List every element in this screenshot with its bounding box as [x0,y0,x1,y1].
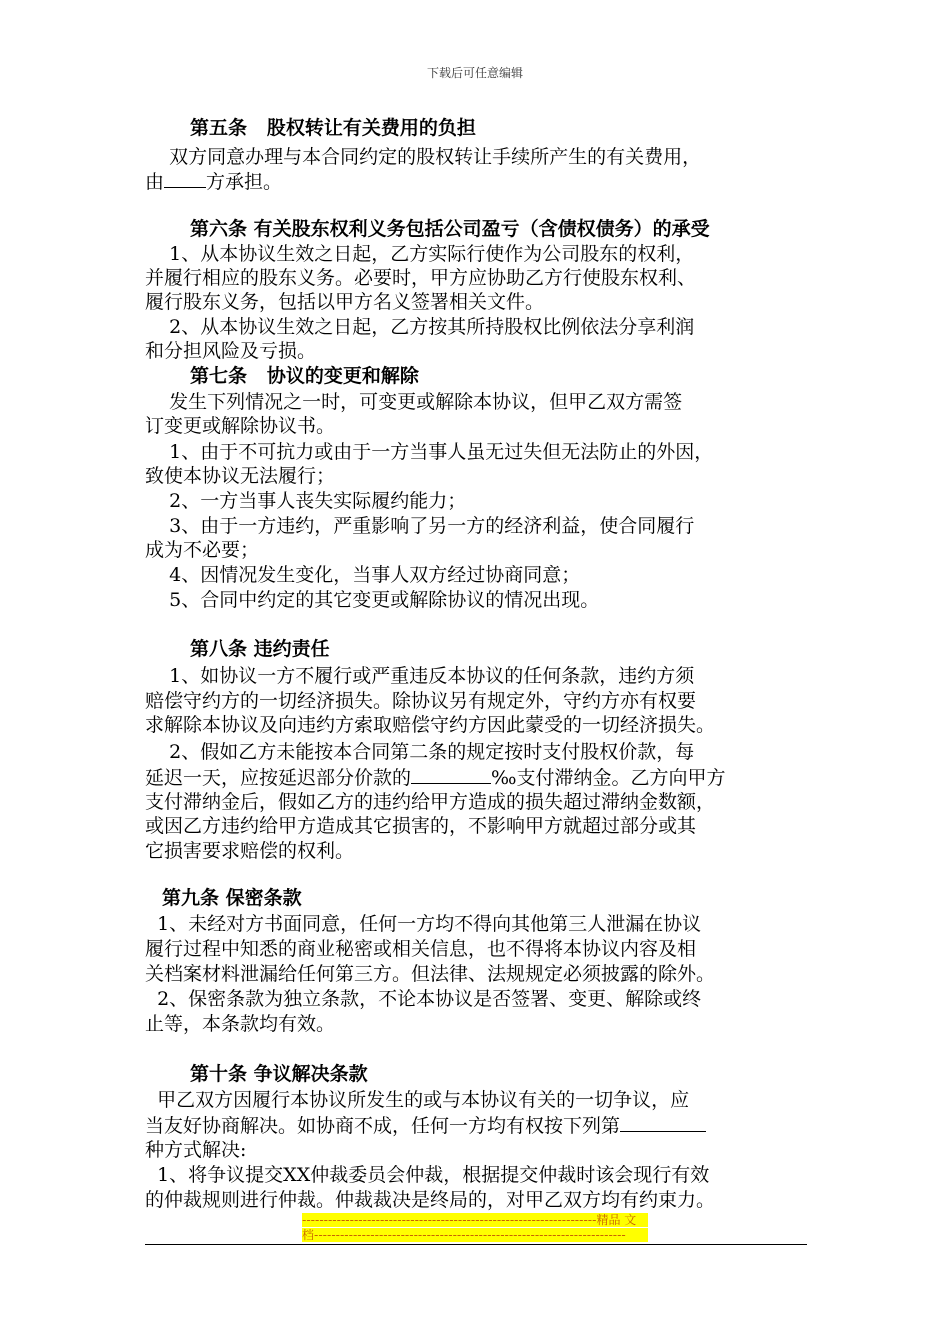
article-8-line-6: 支付滞纳金后，假如乙方的违约给甲方造成的损失超过滞纳金数额， [145,791,716,813]
article-6-line-5: 和分担风险及亏损。 [145,340,317,362]
article-5-line-1: 双方同意办理与本合同约定的股权转让手续所产生的有关费用， [145,146,702,168]
article-9-line-5: 止等，本条款均有效。 [145,1013,336,1035]
article-6-line-4: 2、从本协议生效之日起，乙方按其所持股权比例依法分享利润 [145,316,695,338]
article-6-line-3: 履行股东义务，包括以甲方名义签署相关文件。 [145,291,545,313]
article-9-line-3: 关档案材料泄漏给任何第三方。但法律、法规规定必须披露的除外。 [145,963,716,985]
footer-divider [145,1244,807,1245]
article-10-title: 第十条 争议解决条款 [190,1063,368,1085]
article-8-line-4: 2、假如乙方未能按本合同第二条的规定按时支付股权价款，每 [145,741,695,763]
blank-field [164,169,206,188]
article-9-line-4: 2、保密条款为独立条款，不论本协议是否签署、变更、解除或终 [145,988,702,1010]
article-8-title: 第八条 违约责任 [190,638,330,660]
article-6-line-1: 1、从本协议生效之日起，乙方实际行使作为公司股东的权利， [145,243,695,265]
article-9-title: 第九条 保密条款 [162,887,302,909]
article-6-title: 第六条 有关股东权利义务包括公司盈亏（含债权债务）的承受 [190,218,710,240]
article-8-line-7: 或因乙方违约给甲方造成其它损害的，不影响甲方就超过部分或其 [145,815,697,837]
article-10-line-4: 1、将争议提交XX仲裁委员会仲裁，根据提交仲裁时该会现行有效 [145,1164,710,1186]
article-7-line-5: 2、一方当事人丧失实际履约能力； [145,490,467,512]
article-5-line-2: 由 方承担。 [145,171,283,193]
footer-watermark-line-1: --------------------------------------------------------------------精品 文 [302,1213,648,1227]
article-10-line-5: 的仲裁规则进行仲裁。仲裁裁决是终局的，对甲乙双方均有约束力。 [145,1189,716,1211]
article-10-line-2: 当友好协商解决。如协商不成，任何一方均有权按下列第 [145,1113,706,1138]
article-7-line-6: 3、由于一方违约，严重影响了另一方的经济利益，使合同履行 [145,515,695,537]
article-8-line-5: 延迟一天，应按延迟部分价款的 ‰支付滞纳金。乙方向甲方 [145,767,726,789]
blank-field [620,1113,706,1132]
article-10-line-3: 种方式解决: [145,1139,247,1161]
blank-field [411,765,491,784]
page-header: 下载后可任意编辑 [426,66,523,80]
article-8-line-3: 求解除本协议及向违约方索取赔偿守约方因此蒙受的一切经济损失。 [145,714,716,736]
article-7-line-1: 发生下列情况之一时，可变更或解除本协议，但甲乙双方需签 [145,391,683,413]
article-10-line-1: 甲乙双方因履行本协议所发生的或与本协议有关的一切争议，应 [145,1089,690,1111]
article-7-line-8: 4、因情况发生变化，当事人双方经过协商同意； [145,564,581,586]
article-9-line-2: 履行过程中知悉的商业秘密或相关信息，也不得将本协议内容及相 [145,938,697,960]
article-7-line-4: 致使本协议无法履行； [145,465,336,487]
article-8-line-8: 它损害要求赔偿的权利。 [145,840,355,862]
article-7-line-9: 5、合同中约定的其它变更或解除协议的情况出现。 [145,589,600,611]
article-7-line-3: 1、由于不可抗力或由于一方当事人虽无过失但无法防止的外因， [145,441,714,463]
article-5-title: 第五条 股权转让有关费用的负担 [190,117,476,139]
article-8-line-2: 赔偿守约方的一切经济损失。除协议另有规定外，守约方亦有权要 [145,690,697,712]
article-7-line-2: 订变更或解除协议书。 [145,415,336,437]
article-7-line-7: 成为不必要； [145,539,260,561]
article-8-line-1: 1、如协议一方不履行或严重违反本协议的任何条款，违约方须 [145,665,695,687]
article-9-line-1: 1、未经对方书面同意，任何一方均不得向其他第三人泄漏在协议 [145,913,702,935]
footer-watermark-line-2: 档------------------------------------------------------------------------ [302,1228,648,1242]
article-6-line-2: 并履行相应的股东义务。必要时，甲方应协助乙方行使股东权利、 [145,267,697,289]
article-7-title: 第七条 协议的变更和解除 [190,365,419,387]
